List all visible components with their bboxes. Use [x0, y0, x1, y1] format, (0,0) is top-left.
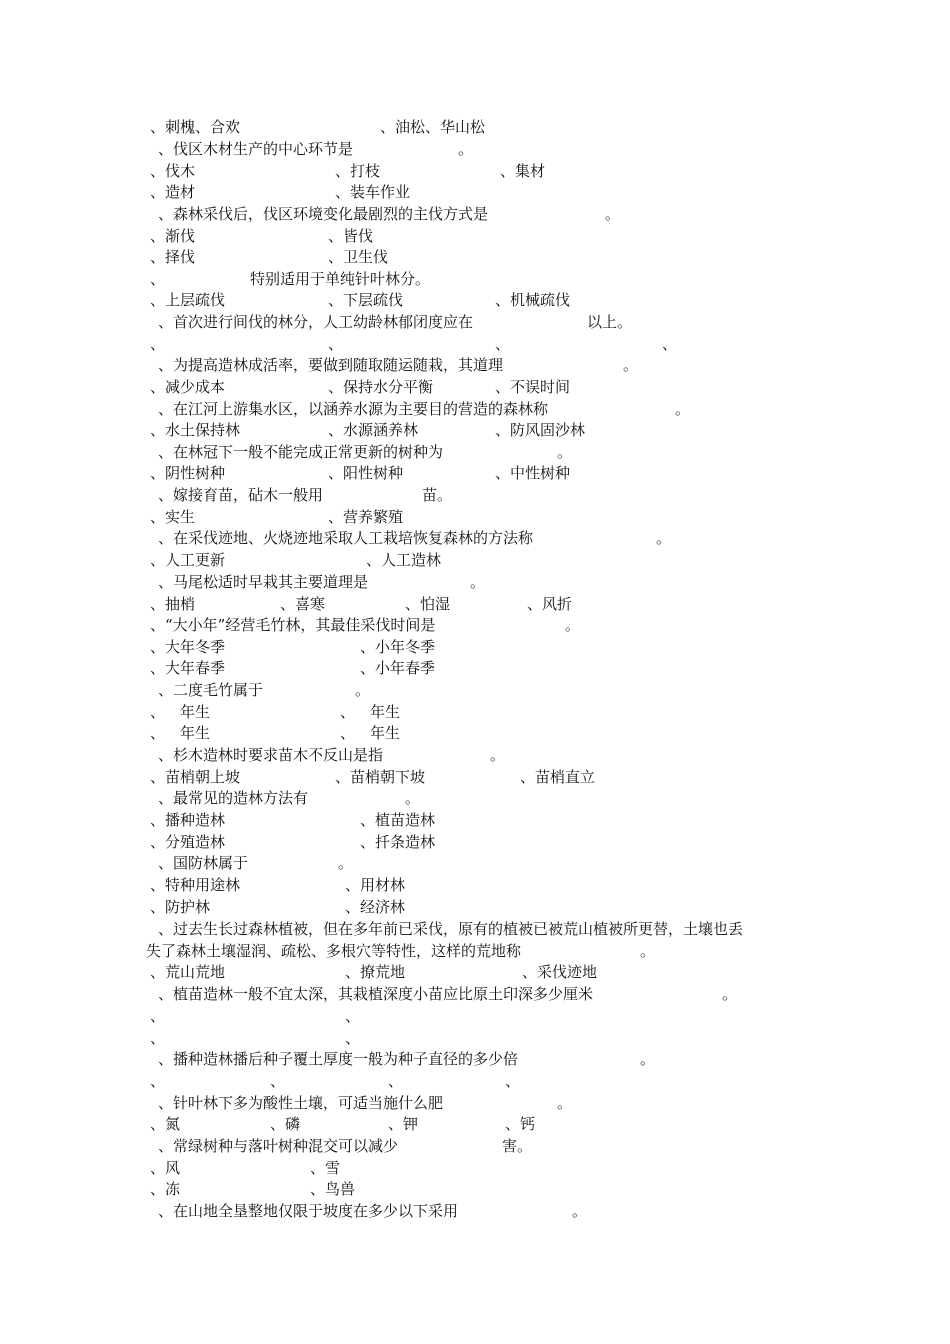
text-line — [0, 527, 950, 549]
text-segment: 、人工造林 — [366, 551, 442, 569]
text-segment: 、为提高造林成活率，要做到随取随运随栽，其道理 — [158, 356, 504, 374]
text-segment: 、皆伐 — [328, 227, 374, 245]
text-segment: 、阳性树种 — [328, 464, 404, 482]
text-line — [0, 462, 950, 484]
text-line — [0, 918, 950, 940]
text-segment: 、经济林 — [345, 898, 406, 916]
text-line — [0, 961, 950, 983]
text-segment: 、防护林 — [150, 898, 211, 916]
text-segment: 、荒山荒地 — [150, 963, 226, 981]
text-segment: 、 — [150, 1072, 166, 1090]
text-line — [0, 160, 950, 182]
text-segment: 、伐木 — [150, 162, 196, 180]
text-segment: 、伐区木材生产的中心环节是 — [158, 140, 354, 158]
text-segment: 、钙 — [505, 1115, 536, 1133]
text-segment: 、在林冠下一般不能完成正常更新的树种为 — [158, 443, 444, 461]
text-line — [0, 940, 950, 962]
text-segment: 。 — [656, 529, 672, 547]
text-segment: 害。 — [502, 1137, 533, 1155]
text-segment: 、雪 — [310, 1159, 341, 1177]
text-line — [0, 1070, 950, 1092]
text-segment: 、植苗造林 — [360, 811, 436, 829]
text-segment: 、 — [328, 335, 344, 353]
text-segment: 。 — [565, 616, 581, 634]
text-segment: 、小年冬季 — [360, 638, 436, 656]
text-segment: 、怕湿 — [405, 595, 451, 613]
text-segment: 、针叶林下多为酸性土壤，可适当施什么肥 — [158, 1094, 444, 1112]
text-segment: 、过去生长过森林植被，但在多年前已采伐，原有的植被已被荒山植被所更替，土壤也丢 — [158, 920, 744, 938]
text-segment: 、 — [150, 335, 166, 353]
text-segment: 以上。 — [587, 313, 633, 331]
text-segment: 。 — [470, 573, 486, 591]
text-line — [0, 1135, 950, 1157]
text-segment: 、实生 — [150, 508, 196, 526]
text-segment: 、大年春季 — [150, 659, 226, 677]
text-segment: 、最常见的造林方法有 — [158, 789, 309, 807]
text-line — [0, 983, 950, 1005]
text-segment: 、植苗造林一般不宜太深，其栽植深度小苗应比原土印深多少厘米 — [158, 985, 594, 1003]
text-segment: 、集材 — [500, 162, 546, 180]
text-segment: 、苗梢直立 — [520, 768, 596, 786]
text-segment: 。 — [355, 681, 371, 699]
text-segment: 年生 — [370, 703, 401, 721]
text-segment: 。 — [572, 1202, 588, 1220]
text-segment: 、二度毛竹属于 — [158, 681, 264, 699]
text-line — [0, 722, 950, 744]
text-segment: 、 — [345, 1029, 361, 1047]
text-segment: 、打枝 — [335, 162, 381, 180]
text-segment: 、喜寒 — [280, 595, 326, 613]
text-segment: 、油松、华山松 — [380, 118, 486, 136]
text-segment: 年生 — [180, 703, 211, 721]
text-segment: 、氮 — [150, 1115, 181, 1133]
text-line — [0, 484, 950, 506]
text-segment: 年生 — [370, 724, 401, 742]
text-line — [0, 289, 950, 311]
text-line — [0, 181, 950, 203]
text-segment: 。 — [338, 854, 354, 872]
text-segment: 、 — [388, 1072, 404, 1090]
text-line — [0, 203, 950, 225]
text-segment: 、分殖造林 — [150, 833, 226, 851]
text-segment: 、 — [150, 1007, 166, 1025]
text-segment: 、水土保持林 — [150, 421, 241, 439]
text-segment: 、 — [345, 1007, 361, 1025]
text-line — [0, 593, 950, 615]
text-segment: 、在采伐迹地、火烧迹地采取人工栽培恢复森林的方法称 — [158, 529, 534, 547]
text-line — [0, 1157, 950, 1179]
text-segment: 、冻 — [150, 1180, 181, 1198]
text-line — [0, 376, 950, 398]
text-segment: 、“大小年”经营毛竹林，其最佳采伐时间是 — [150, 616, 436, 634]
text-line — [0, 506, 950, 528]
text-segment: 、特种用途林 — [150, 876, 241, 894]
text-line — [0, 419, 950, 441]
text-segment: 、上层疏伐 — [150, 291, 226, 309]
text-segment: 苗。 — [422, 486, 453, 504]
text-segment: 、刺槐、合欢 — [150, 118, 241, 136]
text-line — [0, 1027, 950, 1049]
text-segment: 、小年春季 — [360, 659, 436, 677]
text-segment: 、苗梢朝上坡 — [150, 768, 241, 786]
text-segment: 、保持水分平衡 — [328, 378, 434, 396]
text-line — [0, 1200, 950, 1222]
text-line — [0, 116, 950, 138]
text-line — [0, 701, 950, 723]
text-segment: 、风 — [150, 1159, 181, 1177]
text-segment: 、 — [495, 335, 511, 353]
text-segment: 、 — [150, 724, 166, 742]
text-segment: 、下层疏伐 — [328, 291, 404, 309]
text-segment: 、马尾松适时早栽其主要道理是 — [158, 573, 369, 591]
text-line — [0, 571, 950, 593]
text-segment: 、风折 — [527, 595, 573, 613]
text-segment: 、 — [662, 335, 678, 353]
text-line — [0, 333, 950, 355]
text-line — [0, 268, 950, 290]
text-segment: 。 — [675, 400, 691, 418]
text-segment: 、减少成本 — [150, 378, 226, 396]
text-segment: 、常绿树种与落叶树种混交可以减少 — [158, 1137, 399, 1155]
text-segment: 。 — [405, 789, 421, 807]
text-segment: 、装车作业 — [335, 183, 411, 201]
text-line — [0, 138, 950, 160]
text-segment: 、森林采伐后，伐区环境变化最剧烈的主伐方式是 — [158, 205, 489, 223]
text-segment: 、 — [340, 724, 356, 742]
text-segment: 。 — [640, 942, 656, 960]
text-segment: 、 — [150, 703, 166, 721]
text-segment: 年生 — [180, 724, 211, 742]
text-segment: 、国防林属于 — [158, 854, 249, 872]
text-segment: 、抽梢 — [150, 595, 196, 613]
text-line — [0, 679, 950, 701]
text-segment: 、 — [150, 270, 166, 288]
text-line — [0, 1113, 950, 1135]
text-line — [0, 246, 950, 268]
text-segment: 、磷 — [270, 1115, 301, 1133]
text-segment: 特别适用于单纯针叶林分。 — [250, 270, 431, 288]
text-segment: 失了森林土壤湿润、疏松、多根穴等特性，这样的荒地称 — [146, 942, 522, 960]
text-segment: 、阴性树种 — [150, 464, 226, 482]
text-segment: 、在江河上游集水区，以涵养水源为主要目的营造的森林称 — [158, 400, 549, 418]
text-segment: 、播种造林播后种子覆土厚度一般为种子直径的多少倍 — [158, 1050, 519, 1068]
text-line — [0, 1178, 950, 1200]
text-segment: 。 — [623, 356, 639, 374]
text-segment: 、卫生伐 — [328, 248, 389, 266]
text-segment: 、造材 — [150, 183, 196, 201]
text-segment: 。 — [557, 443, 573, 461]
text-line — [0, 636, 950, 658]
text-segment: 、水源涵养林 — [328, 421, 419, 439]
text-segment: 、 — [150, 1029, 166, 1047]
text-segment: 、人工更新 — [150, 551, 226, 569]
text-line — [0, 766, 950, 788]
text-segment: 、撩荒地 — [345, 963, 406, 981]
text-line — [0, 657, 950, 679]
text-segment: 、在山地全垦整地仅限于坡度在多少以下采用 — [158, 1202, 459, 1220]
text-segment: 、扦条造林 — [360, 833, 436, 851]
text-line — [0, 1005, 950, 1027]
text-segment: 。 — [557, 1094, 573, 1112]
text-segment: 、中性树种 — [495, 464, 571, 482]
text-segment: 、 — [340, 703, 356, 721]
text-line — [0, 311, 950, 333]
text-segment: 、首次进行间伐的林分，人工幼龄林郁闭度应在 — [158, 313, 474, 331]
text-segment: 、防风固沙林 — [495, 421, 586, 439]
text-line — [0, 441, 950, 463]
text-segment: 、 — [270, 1072, 286, 1090]
text-segment: 、播种造林 — [150, 811, 226, 829]
text-line — [0, 831, 950, 853]
text-line — [0, 225, 950, 247]
text-segment: 。 — [722, 985, 738, 1003]
text-line — [0, 874, 950, 896]
text-line — [0, 1048, 950, 1070]
text-line — [0, 354, 950, 376]
text-line — [0, 809, 950, 831]
text-line — [0, 896, 950, 918]
text-segment: 、机械疏伐 — [495, 291, 571, 309]
text-segment: 、择伐 — [150, 248, 196, 266]
text-segment: 。 — [605, 205, 621, 223]
text-segment: 、 — [505, 1072, 521, 1090]
text-segment: 、用材林 — [345, 876, 406, 894]
text-line — [0, 614, 950, 636]
text-line — [0, 744, 950, 766]
text-line — [0, 787, 950, 809]
text-segment: 、嫁接育苗，砧木一般用 — [158, 486, 324, 504]
text-line — [0, 1092, 950, 1114]
text-line — [0, 549, 950, 571]
text-segment: 、采伐迹地 — [522, 963, 598, 981]
text-line — [0, 852, 950, 874]
text-segment: 。 — [640, 1050, 656, 1068]
text-segment: 、渐伐 — [150, 227, 196, 245]
text-segment: 、苗梢朝下坡 — [335, 768, 426, 786]
text-segment: 、营养繁殖 — [328, 508, 404, 526]
text-segment: 、杉木造林时要求苗木不反山是指 — [158, 746, 384, 764]
text-segment: 、钾 — [388, 1115, 419, 1133]
text-segment: 。 — [490, 746, 506, 764]
text-line — [0, 398, 950, 420]
text-segment: 、鸟兽 — [310, 1180, 356, 1198]
text-segment: 。 — [458, 140, 474, 158]
text-segment: 、不误时间 — [495, 378, 571, 396]
text-segment: 、大年冬季 — [150, 638, 226, 656]
